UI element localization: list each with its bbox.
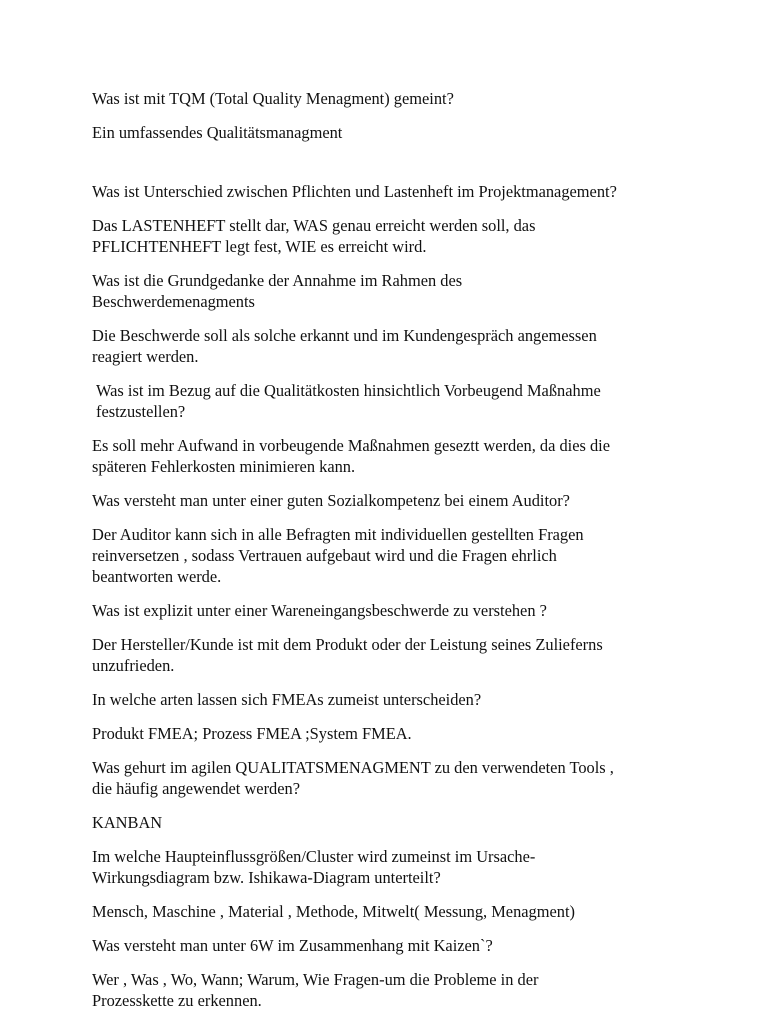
answer-agile-tools <box>92 812 712 833</box>
text-line: reinversetzen , sodass Vertrauen aufgebaut wird und die Fragen ehrlich <box>92 546 557 565</box>
text-line: Mensch, Maschine , Material , Methode, Mitwelt( Messung, Menagment) <box>92 902 575 921</box>
text-line: Das LASTENHEFT stellt dar, WAS genau erreicht werden soll, das <box>92 216 536 235</box>
answer-sozialkompetenz <box>92 524 712 587</box>
text-line: Was ist explizit unter einer Wareneingangsbeschwerde zu verstehen ? <box>92 601 547 620</box>
text-line: die häufig angewendet werden? <box>92 779 300 798</box>
answer-ishikawa <box>92 901 712 922</box>
question-agile-tools <box>92 757 712 799</box>
question-qualitaetskosten <box>92 380 712 422</box>
question-wareneingang <box>92 600 712 621</box>
text-line: unzufrieden. <box>92 656 175 675</box>
text-line: Produkt FMEA; Prozess FMEA ;System FMEA. <box>92 724 412 743</box>
question-lastenheft <box>92 181 712 202</box>
text-line: Was versteht man unter 6W im Zusammenhang mit Kaizen`? <box>92 936 493 955</box>
text-line: Die Beschwerde soll als solche erkannt und im Kundengespräch angemessen <box>92 326 597 345</box>
text-line: reagiert werden. <box>92 347 199 366</box>
text-line: PFLICHTENHEFT legt fest, WIE es erreicht wird. <box>92 237 427 256</box>
text-line: Was versteht man unter einer guten Sozialkompetenz bei einem Auditor? <box>92 491 570 510</box>
text-line: Wirkungsdiagram bzw. Ishikawa-Diagram unterteilt? <box>92 868 441 887</box>
question-6w <box>92 935 712 956</box>
answer-lastenheft <box>92 215 712 257</box>
answer-fmea <box>92 723 712 744</box>
text-line: Was ist mit TQM (Total Quality Menagment) gemeint? <box>92 89 454 108</box>
text-line: In welche arten lassen sich FMEAs zumeist unterscheiden? <box>92 690 482 709</box>
text-line: Im welche Haupteinflussgrößen/Cluster wird zumeinst im Ursache- <box>92 847 536 866</box>
question-tqm <box>92 88 712 109</box>
document-body <box>92 88 712 1024</box>
text-line: Was ist im Bezug auf die Qualitätkosten hinsichtlich Vorbeugend Maßnahme <box>96 381 601 400</box>
answer-wareneingang <box>92 634 712 676</box>
text-line: Es soll mehr Aufwand in vorbeugende Maßnahmen geseztt werden, da dies die <box>92 436 610 455</box>
answer-qualitaetskosten <box>92 435 712 477</box>
text-line: KANBAN <box>92 813 163 832</box>
question-sozialkompetenz <box>92 490 712 511</box>
answer-beschwerde <box>92 325 712 367</box>
text-line: Wer , Was , Wo, Wann; Warum, Wie Fragen-um die Probleme in der <box>92 970 539 989</box>
question-fmea <box>92 689 712 710</box>
question-beschwerde <box>92 270 712 312</box>
text-line: Prozesskette zu erkennen. <box>92 991 262 1010</box>
text-line: Beschwerdemenagments <box>92 292 255 311</box>
text-line: Ein umfassendes Qualitätsmanagment <box>92 123 343 142</box>
text-line: beantworten werde. <box>92 567 222 586</box>
answer-tqm <box>92 122 712 143</box>
text-line: festzustellen? <box>96 402 186 421</box>
text-line: Was gehurt im agilen QUALITATSMENAGMENT zu den verwendeten Tools , <box>92 758 614 777</box>
question-ishikawa <box>92 846 712 888</box>
text-line: späteren Fehlerkosten minimieren kann. <box>92 457 356 476</box>
text-line: Der Hersteller/Kunde ist mit dem Produkt oder der Leistung seines Zulieferns <box>92 635 603 654</box>
text-line: Was ist Unterschied zwischen Pflichten und Lastenheft im Projektmanagement? <box>92 182 617 201</box>
text-line: Was ist die Grundgedanke der Annahme im Rahmen des <box>92 271 463 290</box>
answer-6w <box>92 969 712 1011</box>
text-line: Der Auditor kann sich in alle Befragten mit individuellen gestellten Fragen <box>92 525 584 544</box>
